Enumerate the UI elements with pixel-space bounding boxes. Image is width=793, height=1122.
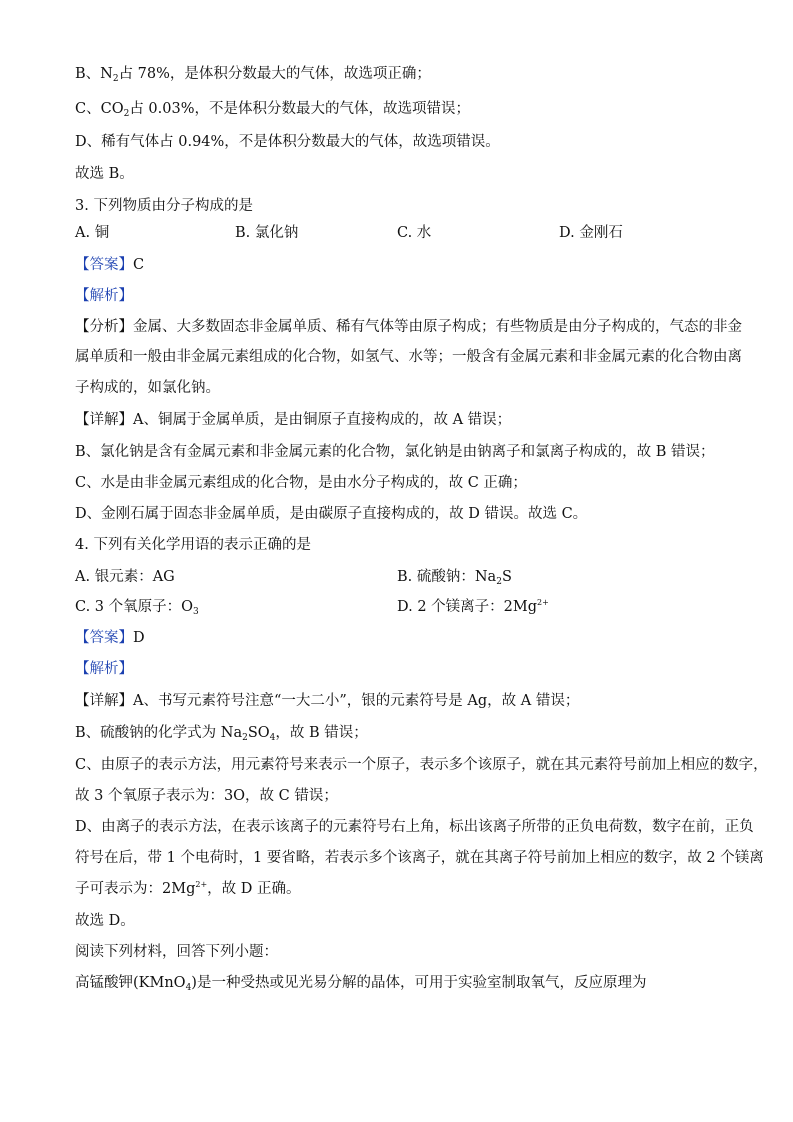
q3-detail-c: C、水是由非金属元素组成的化合物，是由水分子构成的，故 C 正确； [75, 475, 527, 491]
q3-fenxi-line-2: 属单质和一般由非金属元素组成的化合物，如氢气、水等；一般含有金属元素和非金属元素的化合物由离 [75, 349, 742, 365]
q3-detail-d: D、金刚石属于固态非金属单质，是由碳原子直接构成的，故 D 错误。故选 C。 [75, 506, 588, 522]
q4-detail-c-line-2: 故 3 个氧原子表示为：3O，故 C 错误； [75, 788, 338, 804]
q3-fenxi-line-3: 子构成的，如氯化钠。 [75, 380, 220, 396]
q4-option-c: C. 3 个氧原子：$O_3$ [75, 599, 199, 617]
q4-detail-b: B、硫酸钠的化学式为 $Na_2SO_4$，故 B 错误； [75, 725, 368, 743]
reading-line: 高锰酸钾(KMnO$_4$)是一种受热或见光易分解的晶体，可用于实验室制取氧气，反应原理为 [75, 975, 647, 993]
q4-detail-d-line-3: 子可表示为：$2Mg^{2+}$，故 D 正确。 [75, 880, 301, 897]
q4-stem: 4. 下列有关化学用语的表示正确的是 [75, 537, 311, 553]
q2-choice-line: 故选 B。 [75, 166, 134, 182]
q3-option-d: D. 金刚石 [559, 225, 623, 241]
answer-tag: 【答案】 [75, 257, 133, 273]
q2-option-b-explanation: B、$N_2$占 78%，是体积分数最大的气体，故选项正确； [75, 66, 431, 84]
q3-detail-b: B、氯化钠是含有金属元素和非金属元素的化合物，氯化钠是由钠离子和氯离子构成的，故 B 错误； [75, 444, 715, 460]
q3-option-c: C. 水 [397, 225, 432, 241]
q3-detail-a: 【详解】A、铜属于金属单质，是由铜原子直接构成的，故 A 错误； [75, 412, 512, 428]
q4-detail-a: 【详解】A、书写元素符号注意“一大二小”，银的元素符号是 Ag，故 A 错误； [75, 693, 580, 709]
answer-tag: 【答案】 [75, 630, 133, 646]
q4-option-a: A. 银元素：AG [75, 569, 175, 585]
q2-option-d-explanation: D、稀有气体占 0.94%，不是体积分数最大的气体，故选项错误。 [75, 134, 500, 150]
q3-fenxi-line-1: 【分析】金属、大多数固态非金属单质、稀有气体等由原子构成；有些物质是由分子构成的，气态的非金 [75, 319, 742, 335]
q4-analysis-tag: 【解析】 [75, 661, 133, 677]
q3-analysis-tag: 【解析】 [75, 288, 133, 304]
q3-option-b: B. 氯化钠 [235, 225, 299, 241]
q4-choice-line: 故选 D。 [75, 913, 135, 929]
q3-option-a: A. 铜 [75, 225, 110, 241]
q4-detail-c-line-1: C、由原子的表示方法，用元素符号来表示一个原子，表示多个该原子，就在其元素符号前加上相应的数字， [75, 757, 768, 773]
q3-answer: 【答案】C [75, 257, 145, 273]
q4-detail-d-line-2: 符号在后，带 1 个电荷时，1 要省略，若表示多个该离子，就在其离子符号前加上相应的数字，故 2 个镁离 [75, 850, 764, 866]
q2-option-c-explanation: C、$CO_2$占 0.03%，不是体积分数最大的气体，故选项错误； [75, 101, 470, 119]
reading-intro: 阅读下列材料，回答下列小题： [75, 944, 278, 960]
q4-option-d: D. 2 个镁离子：$2Mg^{2+}$ [397, 598, 549, 615]
q4-detail-d-line-1: D、由离子的表示方法，在表示该离子的元素符号右上角，标出该离子所带的正负电荷数，数字在前，正负 [75, 819, 754, 835]
q3-stem: 3. 下列物质由分子构成的是 [75, 198, 253, 214]
q4-option-b: B. 硫酸钠：$Na_2S$ [397, 569, 512, 587]
q4-answer: 【答案】D [75, 630, 145, 646]
